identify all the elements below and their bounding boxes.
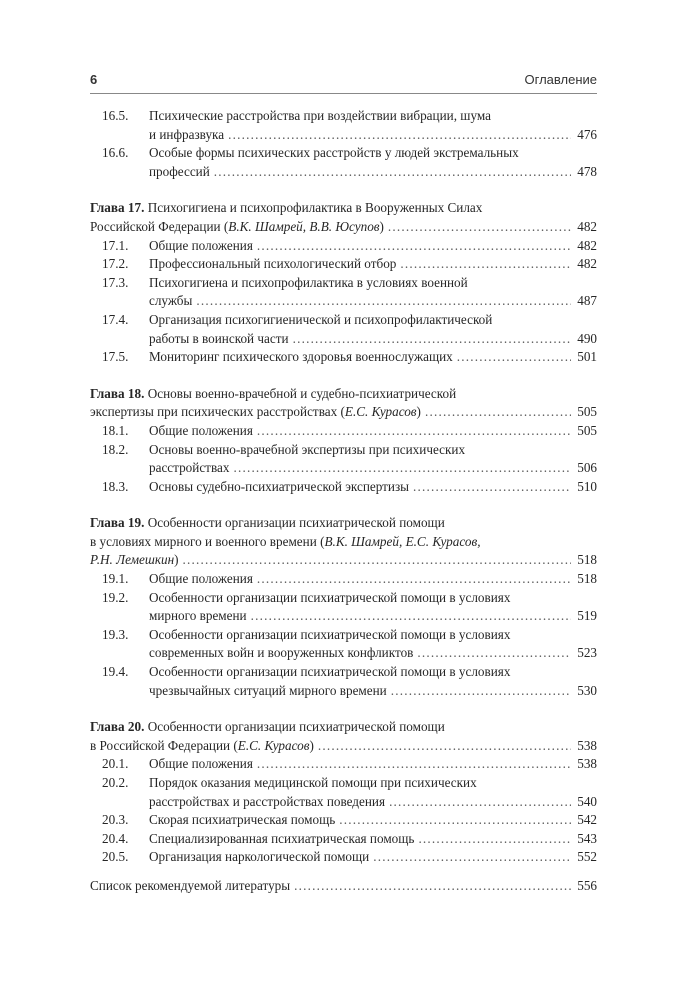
page-ref: 542 <box>577 812 597 828</box>
page-ref: 540 <box>577 793 597 809</box>
toc-entry-19-4[interactable]: 19.4. Особенности организации психиатрической помощи в условиях чрезвычайных ситуаций мирного времени ..... 530 <box>90 663 597 700</box>
chapter-authors: В.К. Шамрей, Е.С. Курасов, <box>324 533 481 549</box>
page-ref: 482 <box>577 237 597 253</box>
page-ref: 482 <box>577 218 597 234</box>
toc-entry-19-2[interactable]: 19.2. Особенности организации психиатрической помощи в условиях мирного времени ..... 519 <box>90 589 597 626</box>
page-ref: 505 <box>577 404 597 420</box>
page-ref: 482 <box>577 256 597 272</box>
chapter-authors: Р.Н. Лемешкин <box>90 552 175 568</box>
running-header <box>90 72 597 92</box>
header-rule <box>90 93 597 94</box>
page-ref: 506 <box>577 460 597 476</box>
page-ref: 518 <box>577 571 597 587</box>
chapter-authors: В.К. Шамрей, В.В. Юсупов <box>228 218 380 234</box>
running-title: Оглавление <box>524 72 597 87</box>
toc-chapter-18[interactable]: Глава 18. Основы военно-врачебной и судебно-психиатрической экспертизы при психических расстройствах ( Е.С. Курасов ) ..... 505 <box>90 385 597 422</box>
toc-references[interactable]: Список рекомендуемой литературы ..... 556 <box>90 877 597 896</box>
page-ref: 538 <box>577 756 597 772</box>
page-ref: 543 <box>577 830 597 846</box>
page-ref: 556 <box>577 877 597 893</box>
page-ref: 510 <box>577 478 597 494</box>
toc-entry-20-1[interactable]: 20.1. Общие положения ..... 538 <box>90 755 597 774</box>
page-ref: 538 <box>577 737 597 753</box>
toc-entry-20-5[interactable]: 20.5. Организация наркологической помощи ..... 552 <box>90 848 597 867</box>
page-ref: 518 <box>577 552 597 568</box>
table-of-contents <box>90 107 597 896</box>
toc-entry-19-1[interactable]: 19.1. Общие положения ..... 518 <box>90 570 597 589</box>
page-ref: 490 <box>577 330 597 346</box>
page-ref: 530 <box>577 682 597 698</box>
toc-entry-17-1[interactable]: 17.1. Общие положения ..... 482 <box>90 237 597 256</box>
toc-entry-18-3[interactable]: 18.3. Основы судебно-психиатрической экспертизы ..... 510 <box>90 478 597 497</box>
toc-entry-18-1[interactable]: 18.1. Общие положения ..... 505 <box>90 422 597 441</box>
page-ref: 523 <box>577 645 597 661</box>
page-ref: 519 <box>577 608 597 624</box>
toc-entry-17-3[interactable]: 17.3. Психогигиена и психопрофилактика в условиях военной службы ..... 487 <box>90 274 597 311</box>
toc-entry-17-4[interactable]: 17.4. Организация психогигиенической и психопрофилактической работы в воинской части ..... 490 <box>90 311 597 348</box>
page-ref: 505 <box>577 422 597 438</box>
page-ref: 552 <box>577 849 597 865</box>
toc-entry-17-5[interactable]: 17.5. Мониторинг психического здоровья военнослужащих ..... 501 <box>90 348 597 367</box>
page-ref: 476 <box>577 126 597 142</box>
toc-entry-16-5[interactable]: 16.5. Психические расстройства при воздействии вибрации, шума и инфразвука ..... 476 <box>90 107 597 144</box>
toc-entry-19-3[interactable]: 19.3. Особенности организации психиатрической помощи в условиях современных войн и вооруженных конфликтов ..... 523 <box>90 626 597 663</box>
page-ref: 478 <box>577 163 597 179</box>
toc-chapter-20[interactable]: Глава 20. Особенности организации психиатрической помощи в Российской Федерации ( Е.С. Курасов ) ..... 538 <box>90 718 597 755</box>
page-ref: 501 <box>577 349 597 365</box>
toc-entry-20-4[interactable]: 20.4. Специализированная психиатрическая помощь ..... 543 <box>90 830 597 849</box>
toc-entry-18-2[interactable]: 18.2. Основы военно-врачебной экспертизы при психических расстройствах ..... 506 <box>90 441 597 478</box>
chapter-authors: Е.С. Курасов <box>344 404 417 420</box>
page-number: 6 <box>90 72 98 87</box>
toc-entry-20-2[interactable]: 20.2. Порядок оказания медицинской помощи при психических расстройствах и расстройствах поведения ..... 540 <box>90 774 597 811</box>
page-ref: 487 <box>577 293 597 309</box>
toc-entry-20-3[interactable]: 20.3. Скорая психиатрическая помощь ..... 542 <box>90 811 597 830</box>
toc-entry-16-6[interactable]: 16.6. Особые формы психических расстройств у людей экстремальных профессий ..... 478 <box>90 144 597 181</box>
toc-chapter-19[interactable]: Глава 19. Особенности организации психиатрической помощи в условиях мирного и военного времени ( В.К. Шамрей, Е.С. Курасов, Р.Н. Лемешкин ) ..... 518 <box>90 514 597 570</box>
toc-chapter-17[interactable]: Глава 17. Психогигиена и психопрофилактика в Вооруженных Силах Российской Федерации ( В.К. Шамрей, В.В. Юсупов ) ..... 482 <box>90 199 597 236</box>
chapter-authors: Е.С. Курасов <box>237 737 310 753</box>
toc-entry-17-2[interactable]: 17.2. Профессиональный психологический отбор ..... 482 <box>90 255 597 274</box>
